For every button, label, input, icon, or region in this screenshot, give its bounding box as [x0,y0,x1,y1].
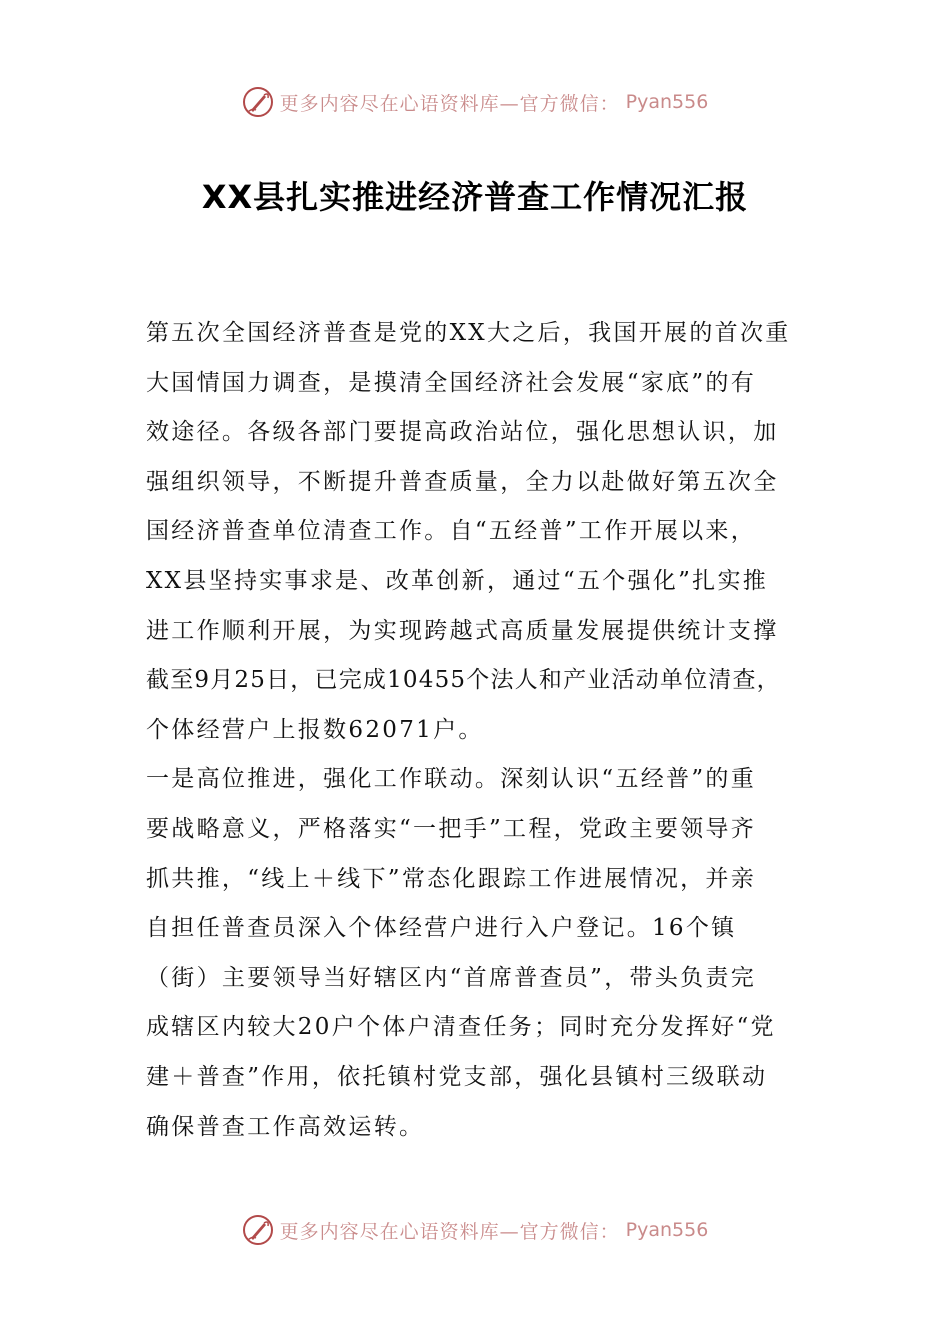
watermark-handle: Pyan556 [625,91,709,113]
body-line: 国经济普查单位清查工作。自“五经普”工作开展以来， [146,518,757,545]
body-line: 要战略意义，严格落实“一把手”工程，党政主要领导齐 [146,815,757,842]
body-line: 一是高位推进，强化工作联动。深刻认识“五经普”的重 [146,766,757,793]
body-line: 抓共推，“线上＋线下”常态化跟踪工作进展情况，并亲 [146,865,757,892]
body-line: 进工作顺利开展，为实现跨越式高质量发展提供统计支撑 [146,617,779,644]
body-line: 自担任普查员深入个体经营户进行入户登记。16个镇 [146,915,737,942]
quill-logo-icon [242,86,274,118]
watermark-handle: Pyan556 [625,1219,709,1241]
body-line: 第五次全国经济普查是党的XX大之后，我国开展的首次重 [146,320,791,346]
body-line: 建＋普查”作用，依托镇村党支部，强化县镇村三级联动 [146,1063,768,1090]
watermark-text: 更多内容尽在心语资料库—官方微信： [279,92,620,115]
body-line: 截至9月25日，已完成10455个法人和产业活动单位清查， [146,667,781,694]
body-line: 确保普查工作高效运转。 [146,1113,425,1140]
watermark-header [0,80,950,124]
body-line: （街）主要领导当好辖区内“首席普查员”，带头负责完 [146,964,757,991]
body-line: 大国情国力调查，是摸清全国经济社会发展“家底”的有 [146,369,757,396]
body-line: 效途径。各级各部门要提高政治站位，强化思想认识，加 [146,419,779,446]
watermark-footer [0,1208,950,1252]
document-title: XX县扎实推进经济普查工作情况汇报 [201,178,749,216]
body-line: 个体经营户上报数62071户。 [146,716,484,743]
document-body [146,309,806,1152]
body-line: 强组织领导，不断提升普查质量，全力以赴做好第五次全 [146,468,779,495]
body-line: 成辖区内较大20户个体户清查任务；同时充分发挥好“党 [146,1014,776,1041]
watermark-text: 更多内容尽在心语资料库—官方微信： [279,1220,620,1243]
quill-logo-icon [242,1214,274,1246]
body-line: XX县坚持实事求是、改革创新，通过“五个强化”扎实推 [146,567,769,594]
